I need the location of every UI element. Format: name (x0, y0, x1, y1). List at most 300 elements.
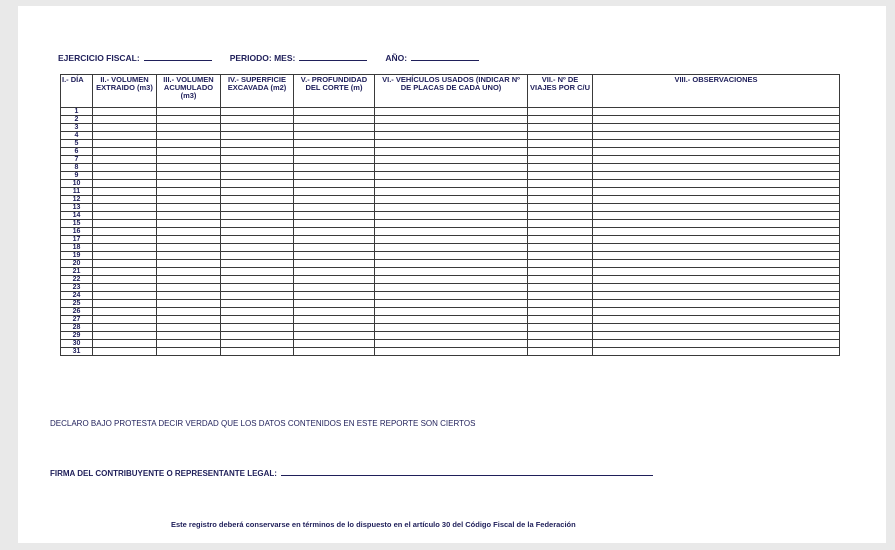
table-row (61, 332, 840, 340)
table-cell[interactable] (375, 244, 528, 252)
table-cell[interactable] (528, 156, 593, 164)
day-number: 28 (61, 324, 93, 332)
table-cell[interactable] (93, 180, 157, 188)
table-row (61, 212, 840, 220)
table-cell[interactable] (528, 348, 593, 356)
table-cell[interactable] (375, 196, 528, 204)
table-row (61, 316, 840, 324)
table-cell[interactable] (221, 172, 294, 180)
table-cell[interactable] (528, 196, 593, 204)
table-cell[interactable] (528, 316, 593, 324)
table-cell[interactable] (294, 156, 375, 164)
table-cell[interactable] (593, 116, 840, 124)
table-cell[interactable] (221, 316, 294, 324)
table-cell[interactable] (157, 276, 221, 284)
table-cell[interactable] (528, 300, 593, 308)
table-cell[interactable] (93, 140, 157, 148)
column-header-vehicles-used: VI.- VEHÍCULOS USADOS (INDICAR Nº DE PLACAS DE CADA UNO) (375, 75, 528, 108)
table-cell[interactable] (294, 284, 375, 292)
table-cell[interactable] (375, 252, 528, 260)
day-number: 4 (61, 132, 93, 140)
table-row (61, 284, 840, 292)
table-row (61, 228, 840, 236)
table-cell[interactable] (375, 140, 528, 148)
table-cell[interactable] (157, 204, 221, 212)
table-cell[interactable] (294, 308, 375, 316)
table-cell[interactable] (93, 108, 157, 116)
table-cell[interactable] (294, 188, 375, 196)
day-number: 22 (61, 276, 93, 284)
table-row (61, 156, 840, 164)
table-cell[interactable] (294, 220, 375, 228)
table-cell[interactable] (93, 284, 157, 292)
table-cell[interactable] (294, 340, 375, 348)
table-cell[interactable] (93, 164, 157, 172)
table-cell[interactable] (221, 124, 294, 132)
table-cell[interactable] (157, 172, 221, 180)
table-cell[interactable] (221, 260, 294, 268)
table-cell[interactable] (157, 316, 221, 324)
day-number: 1 (61, 108, 93, 116)
table-cell[interactable] (375, 340, 528, 348)
table-cell[interactable] (593, 228, 840, 236)
table-cell[interactable] (593, 292, 840, 300)
table-cell[interactable] (593, 284, 840, 292)
table-cell[interactable] (157, 220, 221, 228)
table-cell[interactable] (593, 348, 840, 356)
table-cell[interactable] (528, 284, 593, 292)
table-cell[interactable] (375, 148, 528, 156)
table-cell[interactable] (593, 124, 840, 132)
day-number: 5 (61, 140, 93, 148)
table-row (61, 172, 840, 180)
table-cell[interactable] (528, 340, 593, 348)
table-cell[interactable] (93, 188, 157, 196)
table-cell[interactable] (93, 132, 157, 140)
table-row (61, 148, 840, 156)
day-number: 17 (61, 236, 93, 244)
table-cell[interactable] (375, 172, 528, 180)
table-cell[interactable] (375, 324, 528, 332)
table-cell[interactable] (157, 196, 221, 204)
day-number: 11 (61, 188, 93, 196)
table-cell[interactable] (157, 340, 221, 348)
day-number: 2 (61, 116, 93, 124)
table-cell[interactable] (375, 228, 528, 236)
table-cell[interactable] (294, 196, 375, 204)
table-cell[interactable] (593, 180, 840, 188)
table-header-row (61, 75, 840, 108)
table-cell[interactable] (375, 164, 528, 172)
table-cell[interactable] (593, 140, 840, 148)
table-cell[interactable] (93, 124, 157, 132)
table-cell[interactable] (294, 244, 375, 252)
table-row (61, 340, 840, 348)
table-cell[interactable] (528, 236, 593, 244)
table-cell[interactable] (294, 252, 375, 260)
table-cell[interactable] (221, 204, 294, 212)
day-number: 27 (61, 316, 93, 324)
table-cell[interactable] (375, 284, 528, 292)
table-cell[interactable] (294, 132, 375, 140)
table-row (61, 252, 840, 260)
table-cell[interactable] (93, 228, 157, 236)
form-header (58, 51, 479, 63)
table-cell[interactable] (157, 140, 221, 148)
table-row (61, 108, 840, 116)
table-cell[interactable] (528, 228, 593, 236)
table-cell[interactable] (294, 324, 375, 332)
day-number: 18 (61, 244, 93, 252)
table-cell[interactable] (294, 172, 375, 180)
table-cell[interactable] (93, 244, 157, 252)
table-row (61, 132, 840, 140)
table-cell[interactable] (375, 108, 528, 116)
table-cell[interactable] (221, 212, 294, 220)
period-month-label: PERIODO: MES: (229, 53, 296, 63)
table-cell[interactable] (93, 340, 157, 348)
table-row (61, 196, 840, 204)
signature-blank[interactable] (281, 466, 653, 476)
table-cell[interactable] (93, 316, 157, 324)
table-cell[interactable] (528, 180, 593, 188)
day-number: 26 (61, 308, 93, 316)
table-cell[interactable] (528, 204, 593, 212)
table-cell[interactable] (294, 268, 375, 276)
table-cell[interactable] (221, 340, 294, 348)
table-cell[interactable] (93, 332, 157, 340)
table-row (61, 236, 840, 244)
column-header-accumulated-volume: III.- VOLUMEN ACUMULADO (m3) (157, 75, 221, 108)
footer-note: Este registro deberá conservarse en términos de lo dispuesto en el artículo 30 del Código Fiscal de la Federación (171, 520, 576, 529)
table-cell[interactable] (294, 124, 375, 132)
table-cell[interactable] (528, 188, 593, 196)
table-cell[interactable] (294, 228, 375, 236)
table-cell[interactable] (593, 340, 840, 348)
table-cell[interactable] (93, 324, 157, 332)
table-row (61, 348, 840, 356)
table-cell[interactable] (375, 212, 528, 220)
table-cell[interactable] (294, 204, 375, 212)
table-cell[interactable] (157, 284, 221, 292)
table-cell[interactable] (528, 148, 593, 156)
table-cell[interactable] (528, 324, 593, 332)
table-cell[interactable] (528, 276, 593, 284)
table-cell[interactable] (375, 332, 528, 340)
table-cell[interactable] (157, 244, 221, 252)
table-cell[interactable] (375, 268, 528, 276)
day-number: 31 (61, 348, 93, 356)
table-cell[interactable] (221, 132, 294, 140)
table-cell[interactable] (593, 236, 840, 244)
day-number: 14 (61, 212, 93, 220)
table-cell[interactable] (221, 148, 294, 156)
table-cell[interactable] (375, 132, 528, 140)
table-cell[interactable] (221, 108, 294, 116)
table-cell[interactable] (593, 172, 840, 180)
table-cell[interactable] (375, 292, 528, 300)
table-cell[interactable] (375, 308, 528, 316)
column-header-excavated-surface: IV.- SUPERFICIE EXCAVADA (m2) (221, 75, 294, 108)
signature-label: FIRMA DEL CONTRIBUYENTE O REPRESENTANTE LEGAL: (50, 469, 277, 478)
table-cell[interactable] (294, 148, 375, 156)
day-number: 23 (61, 284, 93, 292)
table-cell[interactable] (157, 148, 221, 156)
day-number: 21 (61, 268, 93, 276)
table-cell[interactable] (593, 196, 840, 204)
table-cell[interactable] (157, 332, 221, 340)
table-cell[interactable] (593, 316, 840, 324)
table-row (61, 220, 840, 228)
table-cell[interactable] (528, 132, 593, 140)
signature-line (50, 466, 653, 478)
table-cell[interactable] (221, 348, 294, 356)
table-cell[interactable] (294, 292, 375, 300)
table-cell[interactable] (375, 276, 528, 284)
day-number: 13 (61, 204, 93, 212)
column-header-cut-depth: V.- PROFUNDIDAD DEL CORTE (m) (294, 75, 375, 108)
table-cell[interactable] (528, 332, 593, 340)
fiscal-year-blank[interactable] (144, 51, 212, 61)
table-cell[interactable] (93, 196, 157, 204)
day-number: 7 (61, 156, 93, 164)
table-cell[interactable] (528, 220, 593, 228)
table-cell[interactable] (221, 220, 294, 228)
table-cell[interactable] (93, 300, 157, 308)
period-month-blank[interactable] (299, 51, 367, 61)
table-cell[interactable] (93, 292, 157, 300)
table-cell[interactable] (93, 212, 157, 220)
table-row (61, 268, 840, 276)
table-cell[interactable] (593, 132, 840, 140)
table-cell[interactable] (221, 324, 294, 332)
table-cell[interactable] (593, 300, 840, 308)
day-number: 25 (61, 300, 93, 308)
table-cell[interactable] (221, 196, 294, 204)
table-cell[interactable] (294, 212, 375, 220)
table-cell[interactable] (93, 276, 157, 284)
table-cell[interactable] (294, 180, 375, 188)
table-cell[interactable] (93, 204, 157, 212)
table-cell[interactable] (375, 188, 528, 196)
table-cell[interactable] (221, 140, 294, 148)
table-cell[interactable] (157, 212, 221, 220)
table-row (61, 188, 840, 196)
table-cell[interactable] (528, 308, 593, 316)
table-cell[interactable] (375, 124, 528, 132)
table-cell[interactable] (93, 156, 157, 164)
table-cell[interactable] (375, 236, 528, 244)
column-header-trips-per-vehicle: VII.- Nº DE VIAJES POR C/U (528, 75, 593, 108)
table-cell[interactable] (93, 268, 157, 276)
table-cell[interactable] (157, 268, 221, 276)
table-cell[interactable] (294, 140, 375, 148)
table-cell[interactable] (157, 292, 221, 300)
table-cell[interactable] (528, 164, 593, 172)
day-number: 20 (61, 260, 93, 268)
table-cell[interactable] (221, 300, 294, 308)
table-cell[interactable] (528, 124, 593, 132)
table-cell[interactable] (375, 316, 528, 324)
table-cell[interactable] (157, 116, 221, 124)
year-label: AÑO: (385, 53, 408, 63)
table-cell[interactable] (294, 260, 375, 268)
table-cell[interactable] (93, 308, 157, 316)
table-cell[interactable] (294, 316, 375, 324)
table-row (61, 308, 840, 316)
day-number: 16 (61, 228, 93, 236)
table-cell[interactable] (157, 236, 221, 244)
day-number: 15 (61, 220, 93, 228)
day-number: 9 (61, 172, 93, 180)
daily-log-table (60, 74, 840, 356)
table-cell[interactable] (294, 276, 375, 284)
table-cell[interactable] (528, 116, 593, 124)
table-cell[interactable] (375, 260, 528, 268)
table-body (61, 108, 840, 356)
table-cell[interactable] (221, 308, 294, 316)
table-cell[interactable] (157, 156, 221, 164)
table-cell[interactable] (93, 236, 157, 244)
table-cell[interactable] (93, 172, 157, 180)
table-cell[interactable] (221, 332, 294, 340)
table-cell[interactable] (157, 180, 221, 188)
table-cell[interactable] (593, 324, 840, 332)
table-cell[interactable] (375, 204, 528, 212)
table-cell[interactable] (157, 260, 221, 268)
table-cell[interactable] (528, 292, 593, 300)
table-row (61, 324, 840, 332)
table-cell[interactable] (593, 204, 840, 212)
table-cell[interactable] (221, 244, 294, 252)
table-cell[interactable] (157, 132, 221, 140)
table-cell[interactable] (375, 300, 528, 308)
table-cell[interactable] (593, 188, 840, 196)
table-cell[interactable] (157, 348, 221, 356)
day-number: 29 (61, 332, 93, 340)
table-cell[interactable] (294, 108, 375, 116)
column-header-observations: VIII.- OBSERVACIONES (593, 75, 840, 108)
table-cell[interactable] (593, 332, 840, 340)
table-cell[interactable] (593, 220, 840, 228)
table-cell[interactable] (528, 244, 593, 252)
table-cell[interactable] (528, 212, 593, 220)
day-number: 24 (61, 292, 93, 300)
table-cell[interactable] (375, 156, 528, 164)
table-cell[interactable] (93, 252, 157, 260)
table-row (61, 292, 840, 300)
table-cell[interactable] (221, 116, 294, 124)
year-blank[interactable] (411, 51, 479, 61)
table-cell[interactable] (157, 164, 221, 172)
table-cell[interactable] (528, 252, 593, 260)
table-cell[interactable] (221, 236, 294, 244)
form-page (18, 6, 886, 543)
table-cell[interactable] (375, 220, 528, 228)
table-cell[interactable] (528, 108, 593, 116)
table-cell[interactable] (221, 276, 294, 284)
table-cell[interactable] (593, 252, 840, 260)
table-cell[interactable] (593, 276, 840, 284)
table-cell[interactable] (221, 252, 294, 260)
table-cell[interactable] (93, 116, 157, 124)
table-cell[interactable] (157, 124, 221, 132)
table-cell[interactable] (528, 172, 593, 180)
table-cell[interactable] (221, 268, 294, 276)
table-row (61, 300, 840, 308)
table-cell[interactable] (157, 252, 221, 260)
table-cell[interactable] (294, 300, 375, 308)
table-cell[interactable] (528, 140, 593, 148)
table-cell[interactable] (93, 348, 157, 356)
table-cell[interactable] (593, 108, 840, 116)
table-cell[interactable] (294, 332, 375, 340)
table-cell[interactable] (157, 228, 221, 236)
table-cell[interactable] (375, 180, 528, 188)
table-cell[interactable] (593, 156, 840, 164)
table-cell[interactable] (93, 148, 157, 156)
table-cell[interactable] (593, 244, 840, 252)
table-cell[interactable] (221, 188, 294, 196)
column-header-day: I.- DÍA (61, 75, 93, 108)
table-cell[interactable] (221, 164, 294, 172)
table-cell[interactable] (593, 308, 840, 316)
table-cell[interactable] (221, 284, 294, 292)
table-cell[interactable] (221, 156, 294, 164)
table-cell[interactable] (375, 348, 528, 356)
table-row (61, 204, 840, 212)
table-cell[interactable] (593, 268, 840, 276)
table-cell[interactable] (157, 188, 221, 196)
table-row (61, 276, 840, 284)
table-cell[interactable] (593, 148, 840, 156)
table-cell[interactable] (221, 180, 294, 188)
fiscal-year-label: EJERCICIO FISCAL: (58, 53, 140, 63)
table-cell[interactable] (157, 324, 221, 332)
table-cell[interactable] (221, 228, 294, 236)
table-cell[interactable] (157, 300, 221, 308)
table-row (61, 140, 840, 148)
table-cell[interactable] (157, 308, 221, 316)
table-cell[interactable] (375, 116, 528, 124)
table-cell[interactable] (221, 292, 294, 300)
table-row (61, 116, 840, 124)
table-cell[interactable] (294, 348, 375, 356)
declaration-text: DECLARO BAJO PROTESTA DECIR VERDAD QUE LOS DATOS CONTENIDOS EN ESTE REPORTE SON CIERTOS (50, 419, 476, 428)
table-cell[interactable] (593, 164, 840, 172)
table-cell[interactable] (294, 236, 375, 244)
day-number: 30 (61, 340, 93, 348)
table-cell[interactable] (294, 116, 375, 124)
table-cell[interactable] (157, 108, 221, 116)
day-number: 8 (61, 164, 93, 172)
table-row (61, 180, 840, 188)
day-number: 12 (61, 196, 93, 204)
table-cell[interactable] (528, 268, 593, 276)
table-row (61, 260, 840, 268)
table-cell[interactable] (294, 164, 375, 172)
table-cell[interactable] (593, 260, 840, 268)
table-cell[interactable] (93, 260, 157, 268)
table-row (61, 244, 840, 252)
day-number: 10 (61, 180, 93, 188)
day-number: 6 (61, 148, 93, 156)
table-cell[interactable] (93, 220, 157, 228)
day-number: 3 (61, 124, 93, 132)
day-number: 19 (61, 252, 93, 260)
table-cell[interactable] (528, 260, 593, 268)
table-cell[interactable] (593, 212, 840, 220)
